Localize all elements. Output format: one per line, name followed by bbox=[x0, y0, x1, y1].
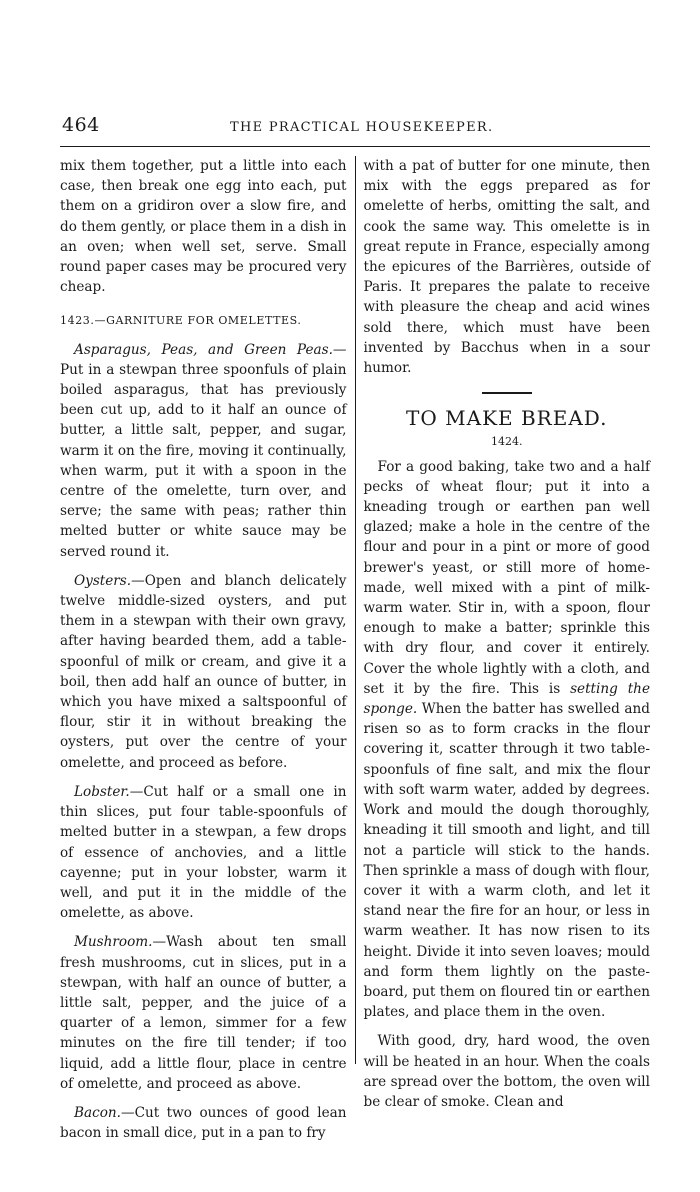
bread-text-before: For a good baking, take two and a half pecks of wheat flour; put it into a kneading trough or earthen pan well glazed; make a hole in the centre of the flour and pour in a pint or more of good brewer's yeast, or still more of home-made, well mixed with a pint of milk-warm water. Stir in, with a spoon, flour enough to make a batter; sprinkle this with dry flour, and cover it entirely. Cover the whole lightly with a cloth, and set it by the fire. This is bbox=[363, 458, 650, 697]
lobster-paragraph bbox=[60, 782, 347, 923]
bread-text-after: When the batter has swelled and risen so as to form cracks in the flour covering it, scatter through it two table-spoonfuls of fine salt, and mix the flour with soft warm water, added by degrees. Work and mould the dough thoroughly, kneading it till smooth and light, and till not a particle will stick to the hands. Then sprinkle a mass of dough with flour, cover it with a warm cloth, and let it stand near the fire for an hour, or less in warm weather. It has now risen to its height. Divide it into seven loaves; mould and form them lightly on the paste-board, put them on floured tin or earthen plates, and place them in the oven. bbox=[363, 701, 650, 1021]
chapter-title: TO MAKE BREAD. bbox=[406, 406, 608, 431]
section-heading: 1423.—GARNITURE FOR OMELETTES. bbox=[60, 314, 302, 328]
lobster-text: Cut half or a small one in thin slices, put four table-spoonfuls of melted butter in a stewpan, a few drops of essence of anchovies, and a little cayenne; put in your lobster, warm it well, and put it in the middle of the omelette, as above. bbox=[60, 783, 347, 922]
bacon-lead: Bacon.— bbox=[74, 1104, 135, 1121]
bacon-paragraph bbox=[60, 1103, 347, 1143]
mushroom-paragraph bbox=[60, 932, 347, 1094]
left-column bbox=[60, 156, 356, 1142]
two-column-body bbox=[60, 156, 650, 1142]
running-head bbox=[60, 112, 650, 147]
recipe-number: 1424. bbox=[491, 435, 523, 449]
bread-paragraph bbox=[364, 457, 651, 1023]
section-divider bbox=[482, 392, 532, 394]
asparagus-paragraph bbox=[60, 340, 347, 562]
bread-emphasis: setting the sponge. bbox=[363, 680, 650, 718]
oysters-lead: Oysters.— bbox=[74, 572, 145, 589]
mushroom-lead: Mushroom.— bbox=[74, 934, 167, 951]
page-number: 464 bbox=[62, 114, 100, 136]
right-column bbox=[356, 156, 651, 1110]
mushroom-text: Wash about ten small fresh mushrooms, cut in slices, put in a stewpan, with half an ounce of butter, a little salt, pepper, and the juice of a quarter of a lemon, simmer for a few minutes on the fire till tender; if too liquid, add a little flour, place in centre of omelette, and proceed as above. bbox=[60, 934, 347, 1092]
book-page bbox=[60, 112, 650, 1142]
asparagus-text: Put in a stewpan three spoonfuls of plain boiled asparagus, that has previously been cut up, add to it half an ounce of butter, a little salt, pepper, and sugar, warm it on the fire, moving it continually, when warm, put it with a spoon in the centre of the omelette, turn over, and serve; the same with peas; rather thin melted butter or white sauce may be served round it. bbox=[60, 361, 347, 560]
asparagus-lead: Asparagus, Peas, and Green Peas.— bbox=[74, 341, 347, 358]
lobster-lead: Lobster.— bbox=[74, 783, 144, 800]
running-title: THE PRACTICAL HOUSEKEEPER. bbox=[230, 120, 494, 135]
continued-paragraph: mix them together, put a little into each case, then break one egg into each, put them on a gridiron over a slow fire, and do them gently, or place them in a dish in an oven; when well set, serve. Small round paper cases may be procured very cheap. bbox=[60, 158, 347, 296]
oven-paragraph: With good, dry, hard wood, the oven will be heated in an hour. When the coals are spread over the bottom, the oven will be clear of smoke. Clean and bbox=[363, 1033, 650, 1110]
oysters-text: Open and blanch delicately twelve middle-sized oysters, and put them in a stewpan with their own gravy, after having bearded them, add a table-spoonful of milk or cream, and give it a boil, then add half an ounce of butter, in which you have mixed a saltspoonful of flour, stir it in without breaking the oysters, put over the centre of your omelette, and proceed as before. bbox=[60, 572, 347, 771]
bacon-continued-paragraph: with a pat of butter for one minute, then mix with the eggs prepared as for omelette of herbs, omitting the salt, and cook the same way. This omelette is in great repute in France, especially among the epicures of the Barrières, outside of Paris. It prepares the palate to receive with pleasure the cheap and acid wines sold there, which must have been invented by Bacchus when in a sour humor. bbox=[363, 158, 650, 377]
oysters-paragraph bbox=[60, 571, 347, 773]
bacon-text: Cut two ounces of good lean bacon in small dice, put in a pan to fry bbox=[60, 1104, 347, 1142]
